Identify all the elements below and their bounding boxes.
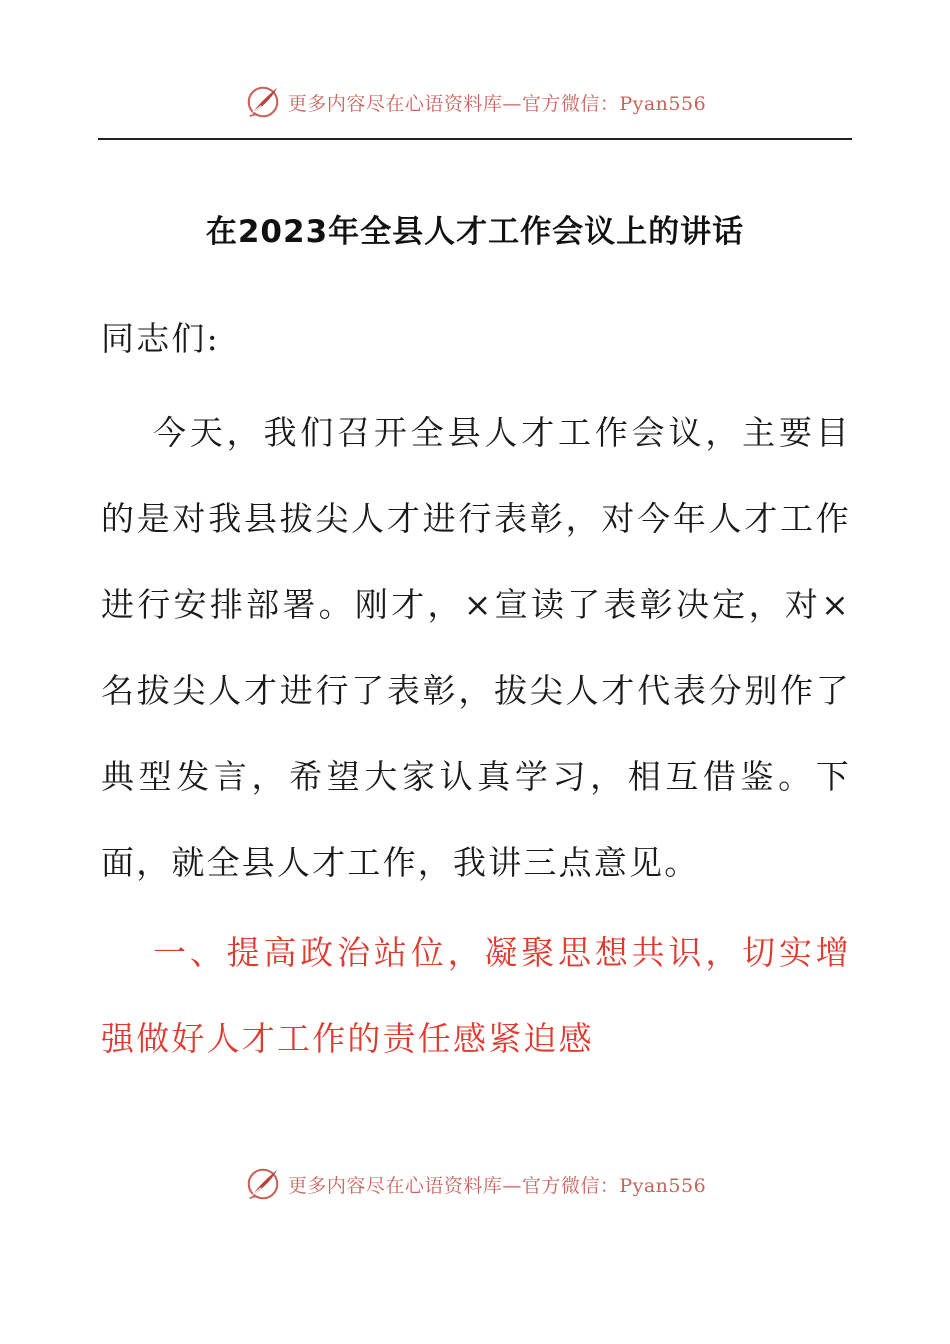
- footer-banner-content: [244, 1165, 706, 1203]
- salutation: 同志们:: [101, 319, 220, 358]
- footer-banner: [0, 1160, 950, 1208]
- quill-pen-logo-icon: [244, 1165, 282, 1203]
- footer-banner-text: 更多内容尽在心语资料库—官方微信：Pyan556: [287, 1174, 707, 1197]
- header-banner: [0, 78, 950, 126]
- header-banner-text: 更多内容尽在心语资料库—官方微信：Pyan556: [287, 92, 707, 115]
- quill-pen-logo-icon: [244, 83, 282, 121]
- document-title: 在2023年全县人才工作会议上的讲话: [205, 214, 745, 250]
- section-heading-1: 一、提高政治站位，凝聚思想共识，切实增强做好人才工作的责任感紧迫感: [101, 933, 851, 1058]
- header-divider: [98, 138, 852, 140]
- paragraph-1: 今天，我们召开全县人才工作会议，主要目的是对我县拔尖人才进行表彰，对今年人才工作进行安排部署。刚才，×宣读了表彰决定，对×名拔尖人才进行了表彰，拔尖人才代表分别作了典型发言，希望大家认真学习，相互借鉴。下面，就全县人才工作，我讲三点意见。: [101, 413, 851, 882]
- header-banner-content: [244, 83, 706, 121]
